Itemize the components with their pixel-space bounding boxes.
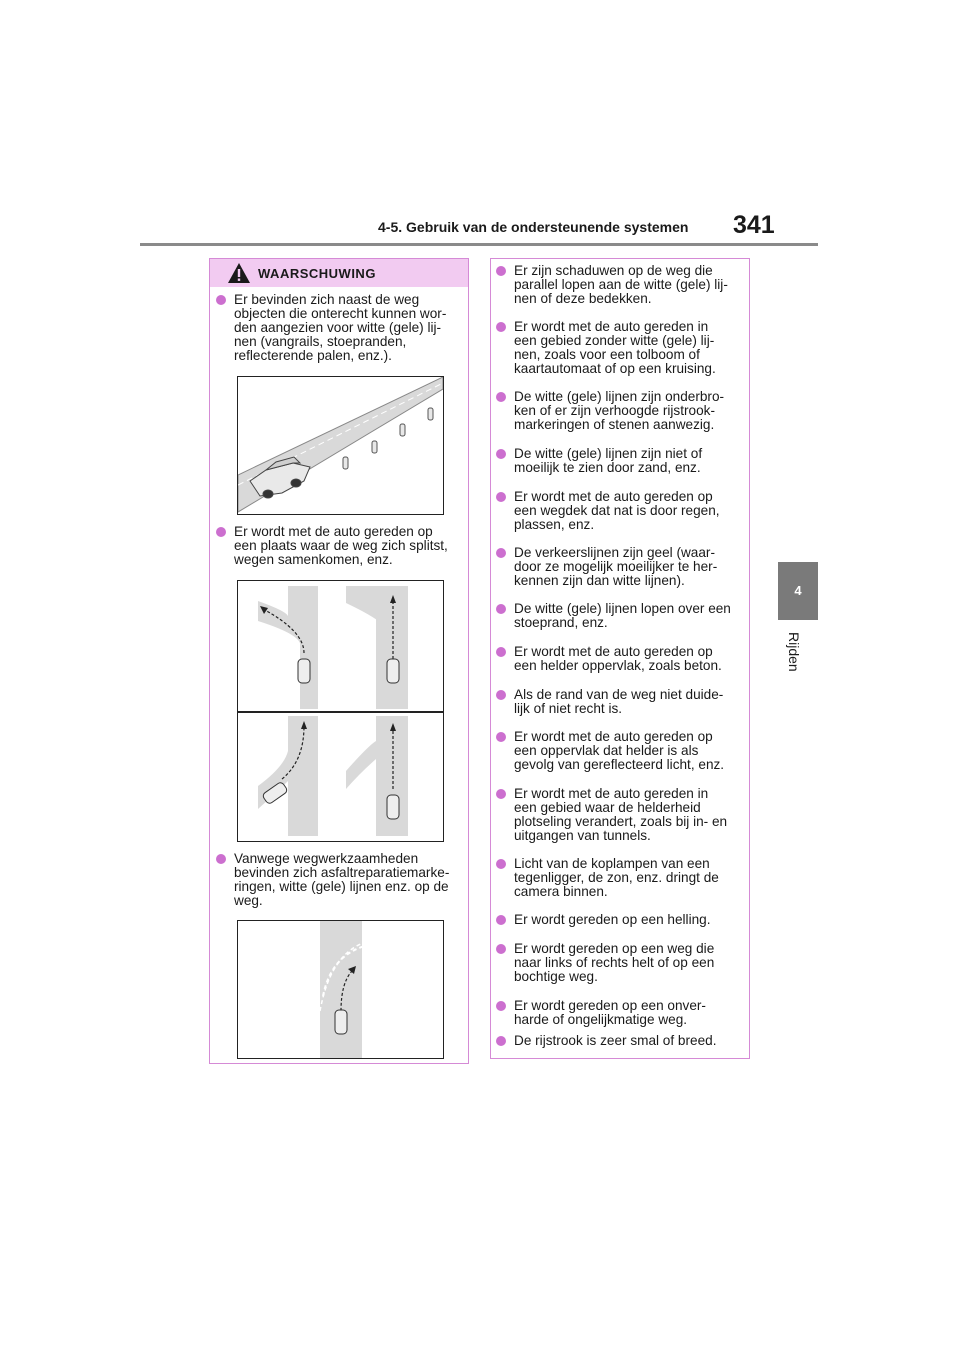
bullet-icon [496, 732, 506, 742]
bullet-icon [496, 647, 506, 657]
list-item: Er wordt met de auto gereden op een wegdek dat nat is door regen, plassen, enz. [496, 490, 744, 504]
list-item: Vanwege wegwerkzaamheden bevinden zich asfaltreparatiemarke- ringen, witte (gele) lijnen enz. op de weg. [216, 852, 464, 866]
list-item: Er wordt gereden op een helling. [496, 913, 744, 927]
list-item: Er zijn schaduwen op de weg die parallel lopen aan de witte (gele) lij- nen of deze bedekken. [496, 264, 744, 278]
list-item: Er wordt met de auto gereden in een gebied zonder witte (gele) lij- nen, zoals voor een tolboom of kaartautomaat of op een kruising. [496, 320, 744, 334]
bullet-icon [216, 527, 226, 537]
roadside-posts-illustration [237, 376, 444, 515]
warning-title: WAARSCHUWING [258, 266, 376, 281]
bullet-icon [496, 789, 506, 799]
bullet-icon [496, 604, 506, 614]
bullet-icon [496, 915, 506, 925]
bullet-icon [496, 266, 506, 276]
warning-header [210, 259, 468, 287]
list-item: Er wordt gereden op een weg die naar links of rechts helt of op een bochtige weg. [496, 942, 744, 956]
bullet-icon [496, 492, 506, 502]
bullet-icon [496, 449, 506, 459]
bullet-icon [216, 854, 226, 864]
warning-triangle-icon [227, 262, 251, 284]
list-item: De witte (gele) lijnen zijn onderbro- ken of er zijn verhoogde rijstrook- markeringen of stenen aanwezig. [496, 390, 744, 404]
bullet-icon [496, 548, 506, 558]
list-item: De witte (gele) lijnen zijn niet of moeilijk te zien door zand, enz. [496, 447, 744, 461]
list-item: Er wordt met de auto gereden in een gebied waar de helderheid plotseling verandert, zoals bij in- en uitgangen van tunnels. [496, 787, 744, 801]
chapter-tab: 4 [778, 562, 818, 620]
page-number: 341 [733, 211, 775, 239]
list-item: Als de rand van de weg niet duide- lijk of niet recht is. [496, 688, 744, 702]
list-item: Er bevinden zich naast de weg objecten die onterecht kunnen wor- den aangezien voor witte (gele) lij- nen (vangrails, stoepranden, reflecterende palen, enz.). [216, 293, 464, 307]
list-item: Er wordt gereden op een onver- harde of ongelijkmatige weg. [496, 999, 744, 1013]
bullet-icon [496, 690, 506, 700]
list-item: Er wordt met de auto gereden op een plaats waar de weg zich splitst, wegen samenkomen, enz. [216, 525, 464, 539]
bullet-icon [496, 1001, 506, 1011]
bullet-icon [496, 392, 506, 402]
section-title: 4-5. Gebruik van de ondersteunende systemen [378, 219, 689, 235]
bullet-icon [496, 322, 506, 332]
list-item: De rijstrook is zeer smal of breed. [496, 1034, 744, 1048]
list-item: Er wordt met de auto gereden op een helder oppervlak, zoals beton. [496, 645, 744, 659]
list-item: Er wordt met de auto gereden op een oppervlak dat helder is als gevolg van gereflecteerd licht, enz. [496, 730, 744, 744]
bullet-icon [496, 944, 506, 954]
bullet-icon [496, 859, 506, 869]
list-item: De witte (gele) lijnen lopen over een stoeprand, enz. [496, 602, 744, 616]
bullet-icon [216, 295, 226, 305]
roadworks-markings-illustration [237, 920, 444, 1059]
list-item: Licht van de koplampen van een tegenligger, de zon, enz. dringt de camera binnen. [496, 857, 744, 871]
conditions-box [490, 258, 750, 1059]
road-split-merge-illustration [237, 580, 444, 842]
chapter-label: Rijden [786, 632, 802, 672]
header-divider [140, 243, 818, 246]
warning-box [209, 258, 469, 1064]
bullet-icon [496, 1036, 506, 1046]
list-item: De verkeerslijnen zijn geel (waar- door ze mogelijk moeilijker te her- kennen zijn dan witte lijnen). [496, 546, 744, 560]
